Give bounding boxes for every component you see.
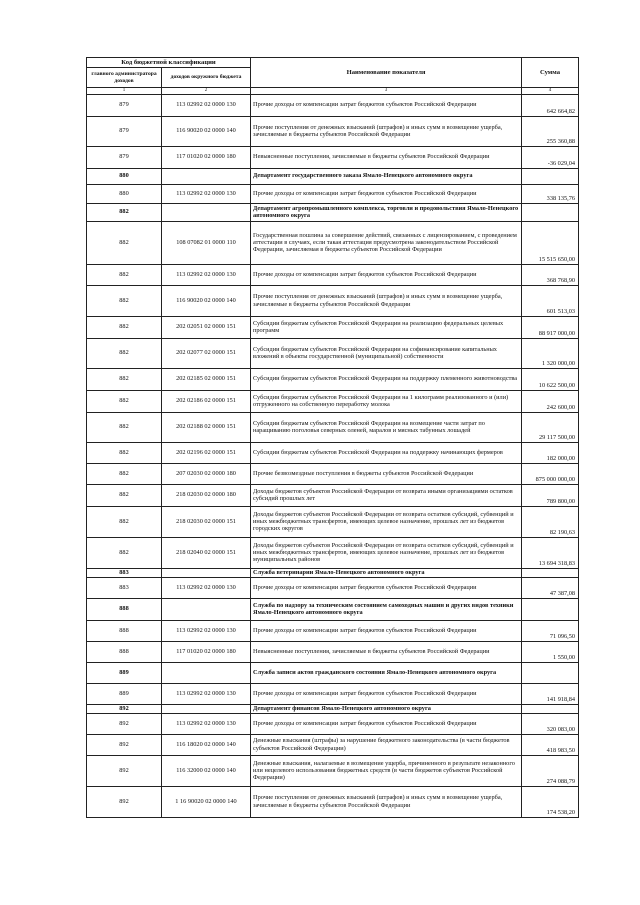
amount-cell: 1 550,00 <box>522 641 579 662</box>
header-main-administrator: главного администратора доходов <box>87 68 162 88</box>
amount-cell <box>522 203 579 221</box>
admin-code-cell: 883 <box>87 577 162 598</box>
indicator-name-cell: Департамент агропромышленного комплекса, торговли и продовольствия Ямало-Ненецкого автономного округа <box>251 203 522 221</box>
indicator-name-cell: Субсидии бюджетам субъектов Российской Федерации на поддержку начинающих фермеров <box>251 442 522 463</box>
admin-code-cell: 888 <box>87 641 162 662</box>
indicator-name-cell: Прочие доходы от компенсации затрат бюджетов субъектов Российской Федерации <box>251 683 522 704</box>
section-header-row <box>87 662 579 683</box>
amount-cell: 242 600,00 <box>522 390 579 412</box>
amount-cell: 274 088,79 <box>522 755 579 786</box>
revenue-code-cell: 113 02992 02 0000 130 <box>162 620 251 641</box>
section-header-row <box>87 203 579 221</box>
table-row <box>87 786 579 817</box>
table-row <box>87 713 579 734</box>
admin-code-cell: 888 <box>87 620 162 641</box>
amount-cell <box>522 662 579 683</box>
admin-code-cell: 889 <box>87 683 162 704</box>
table-row <box>87 412 579 442</box>
admin-code-cell: 892 <box>87 704 162 713</box>
revenue-code-cell: 202 02196 02 0000 151 <box>162 442 251 463</box>
indicator-name-cell: Доходы бюджетов субъектов Российской Федерации от возврата иными организациями остатков субсидий прошлых лет <box>251 484 522 506</box>
section-header-row <box>87 598 579 620</box>
admin-code-cell: 888 <box>87 598 162 620</box>
admin-code-cell: 882 <box>87 537 162 568</box>
revenue-code-cell <box>162 662 251 683</box>
revenue-code-cell: 116 32000 02 0000 140 <box>162 755 251 786</box>
table-row <box>87 184 579 203</box>
header-indicator-name: Наименование показателя <box>251 58 522 88</box>
revenue-code-cell: 108 07082 01 0000 110 <box>162 221 251 264</box>
indicator-name-cell: Прочие безвозмездные поступления в бюджеты субъектов Российской Федерации <box>251 463 522 484</box>
indicator-name-cell: Государственная пошлина за совершение действий, связанных с лицензированием, с проведением аттестации в случаях, если такая аттестация предусмотрена законодательством Российской Федерации, зачисляемая в бюджеты субъектов Российской Федерации <box>251 221 522 264</box>
revenue-code-cell: 218 02030 02 0000 180 <box>162 484 251 506</box>
budget-revenue-table-page <box>86 57 578 818</box>
revenue-code-cell <box>162 203 251 221</box>
header-classification-code: Код бюджетной классификации <box>87 58 251 68</box>
revenue-code-cell: 113 02992 02 0000 130 <box>162 264 251 285</box>
indicator-name-cell: Прочие доходы от компенсации затрат бюджетов субъектов Российской Федерации <box>251 264 522 285</box>
admin-code-cell: 882 <box>87 285 162 316</box>
indicator-name-cell: Денежные взыскания, налагаемые в возмещение ущерба, причиненного в результате незаконного или нецелевого использования бюджетных средств (в части бюджетов субъектов Российской Федерации) <box>251 755 522 786</box>
admin-code-cell: 892 <box>87 734 162 755</box>
amount-cell: 141 918,84 <box>522 683 579 704</box>
revenue-code-cell: 202 02185 02 0000 151 <box>162 368 251 390</box>
section-header-row <box>87 704 579 713</box>
table-row <box>87 116 579 146</box>
revenue-code-cell: 202 02186 02 0000 151 <box>162 390 251 412</box>
admin-code-cell: 879 <box>87 146 162 168</box>
revenue-code-cell: 113 02992 02 0000 130 <box>162 683 251 704</box>
table-row <box>87 368 579 390</box>
amount-cell: 255 360,88 <box>522 116 579 146</box>
revenue-code-cell: 117 01020 02 0000 180 <box>162 641 251 662</box>
amount-cell: 88 917 000,00 <box>522 316 579 338</box>
amount-cell: 174 538,20 <box>522 786 579 817</box>
column-number: 1 <box>87 88 162 95</box>
amount-cell: 601 513,03 <box>522 285 579 316</box>
amount-cell <box>522 704 579 713</box>
table-row <box>87 94 579 116</box>
amount-cell: 418 983,50 <box>522 734 579 755</box>
indicator-name-cell: Субсидии бюджетам субъектов Российской Федерации на возмещение части затрат по наращиванию поголовья северных оленей, маралов и мясных табунных лошадей <box>251 412 522 442</box>
indicator-name-cell: Доходы бюджетов субъектов Российской Федерации от возврата остатков субсидий, субвенций и иных межбюджетных трансфертов, имеющих целевое назначение, прошлых лет из бюджетов муниципальных районов <box>251 537 522 568</box>
amount-cell: -36 029,04 <box>522 146 579 168</box>
indicator-name-cell: Прочие доходы от компенсации затрат бюджетов субъектов Российской Федерации <box>251 713 522 734</box>
amount-cell: 1 320 000,00 <box>522 338 579 368</box>
revenue-code-cell: 202 02051 02 0000 151 <box>162 316 251 338</box>
indicator-name-cell: Прочие доходы от компенсации затрат бюджетов субъектов Российской Федерации <box>251 94 522 116</box>
table-row <box>87 285 579 316</box>
header-sum: Сумма <box>522 58 579 88</box>
amount-cell: 13 694 318,83 <box>522 537 579 568</box>
revenue-code-cell: 116 90020 02 0000 140 <box>162 116 251 146</box>
revenue-code-cell: 113 02992 02 0000 130 <box>162 713 251 734</box>
admin-code-cell: 880 <box>87 184 162 203</box>
indicator-name-cell: Служба по надзору за техническим состоянием самоходных машин и других видов техники Ямало-Ненецкого автономного округа <box>251 598 522 620</box>
table-row <box>87 755 579 786</box>
column-number: 3 <box>251 88 522 95</box>
amount-cell: 182 000,00 <box>522 442 579 463</box>
indicator-name-cell: Субсидии бюджетам субъектов Российской Федерации на 1 килограмм реализованного и (или) отгруженного на собственную переработку молока <box>251 390 522 412</box>
admin-code-cell: 882 <box>87 338 162 368</box>
admin-code-cell: 882 <box>87 484 162 506</box>
indicator-name-cell: Прочие доходы от компенсации затрат бюджетов субъектов Российской Федерации <box>251 577 522 598</box>
indicator-name-cell: Невыясненные поступления, зачисляемые в бюджеты субъектов Российской Федерации <box>251 641 522 662</box>
budget-revenue-table <box>86 57 579 818</box>
revenue-code-cell: 113 02992 02 0000 130 <box>162 184 251 203</box>
amount-cell: 875 000 000,00 <box>522 463 579 484</box>
table-row <box>87 316 579 338</box>
table-row <box>87 221 579 264</box>
indicator-name-cell: Прочие поступления от денежных взысканий (штрафов) и иных сумм в возмещение ущерба, зачисляемые в бюджеты субъектов Российской Федерации <box>251 116 522 146</box>
section-header-row <box>87 568 579 577</box>
indicator-name-cell: Доходы бюджетов субъектов Российской Федерации от возврата остатков субсидий, субвенций и иных межбюджетных трансфертов, имеющих целевое назначение, прошлых лет из бюджетов городских округов <box>251 506 522 537</box>
section-header-row <box>87 168 579 184</box>
revenue-code-cell: 207 02030 02 0000 180 <box>162 463 251 484</box>
table-row <box>87 338 579 368</box>
revenue-code-cell <box>162 704 251 713</box>
admin-code-cell: 882 <box>87 442 162 463</box>
admin-code-cell: 892 <box>87 755 162 786</box>
admin-code-cell: 883 <box>87 568 162 577</box>
table-row <box>87 506 579 537</box>
revenue-code-cell: 1 16 90020 02 0000 140 <box>162 786 251 817</box>
revenue-code-cell: 116 90020 02 0000 140 <box>162 285 251 316</box>
table-row <box>87 484 579 506</box>
amount-cell <box>522 168 579 184</box>
amount-cell: 368 768,90 <box>522 264 579 285</box>
column-number: 4 <box>522 88 579 95</box>
admin-code-cell: 879 <box>87 116 162 146</box>
indicator-name-cell: Субсидии бюджетам субъектов Российской Федерации на поддержку племенного животноводства <box>251 368 522 390</box>
amount-cell: 789 800,00 <box>522 484 579 506</box>
table-row <box>87 537 579 568</box>
indicator-name-cell: Субсидии бюджетам субъектов Российской Федерации на реализацию федеральных целевых программ <box>251 316 522 338</box>
table-row <box>87 577 579 598</box>
revenue-code-cell: 202 02077 02 0000 151 <box>162 338 251 368</box>
amount-cell: 642 664,82 <box>522 94 579 116</box>
indicator-name-cell: Служба ветеринарии Ямало-Ненецкого автономного округа <box>251 568 522 577</box>
table-row <box>87 620 579 641</box>
indicator-name-cell: Прочие доходы от компенсации затрат бюджетов субъектов Российской Федерации <box>251 184 522 203</box>
indicator-name-cell: Прочие поступления от денежных взысканий (штрафов) и иных сумм в возмещение ущерба, зачисляемые в бюджеты субъектов Российской Федерации <box>251 285 522 316</box>
header-district-revenue-code: доходов окружного бюджета <box>162 68 251 88</box>
admin-code-cell: 882 <box>87 316 162 338</box>
admin-code-cell: 882 <box>87 463 162 484</box>
admin-code-cell: 882 <box>87 221 162 264</box>
amount-cell: 320 083,00 <box>522 713 579 734</box>
revenue-code-cell: 218 02040 02 0000 151 <box>162 537 251 568</box>
amount-cell: 82 190,63 <box>522 506 579 537</box>
admin-code-cell: 882 <box>87 506 162 537</box>
indicator-name-cell: Департамент финансов Ямало-Ненецкого автономного округа <box>251 704 522 713</box>
indicator-name-cell: Денежные взыскания (штрафы) за нарушение бюджетного законодательства (в части бюджетов субъектов Российской Федерации) <box>251 734 522 755</box>
revenue-code-cell: 117 01020 02 0000 180 <box>162 146 251 168</box>
revenue-code-cell: 113 02992 02 0000 130 <box>162 94 251 116</box>
revenue-code-cell <box>162 568 251 577</box>
revenue-code-cell: 113 02992 02 0000 130 <box>162 577 251 598</box>
indicator-name-cell: Прочие доходы от компенсации затрат бюджетов субъектов Российской Федерации <box>251 620 522 641</box>
amount-cell: 10 622 500,00 <box>522 368 579 390</box>
amount-cell: 29 117 500,00 <box>522 412 579 442</box>
admin-code-cell: 892 <box>87 786 162 817</box>
amount-cell <box>522 598 579 620</box>
column-number: 2 <box>162 88 251 95</box>
admin-code-cell: 879 <box>87 94 162 116</box>
admin-code-cell: 882 <box>87 264 162 285</box>
table-row <box>87 442 579 463</box>
indicator-name-cell: Субсидии бюджетам субъектов Российской Федерации на софинансирование капитальных вложений в объекты государственной (муниципальной) собственности <box>251 338 522 368</box>
admin-code-cell: 892 <box>87 713 162 734</box>
amount-cell: 338 135,76 <box>522 184 579 203</box>
admin-code-cell: 889 <box>87 662 162 683</box>
table-row <box>87 641 579 662</box>
revenue-code-cell <box>162 598 251 620</box>
indicator-name-cell: Прочие поступления от денежных взысканий (штрафов) и иных сумм в возмещение ущерба, зачисляемые в бюджеты субъектов Российской Федерации <box>251 786 522 817</box>
amount-cell: 15 515 650,00 <box>522 221 579 264</box>
amount-cell: 71 096,50 <box>522 620 579 641</box>
table-row <box>87 264 579 285</box>
admin-code-cell: 880 <box>87 168 162 184</box>
indicator-name-cell: Невыясненные поступления, зачисляемые в бюджеты субъектов Российской Федерации <box>251 146 522 168</box>
admin-code-cell: 882 <box>87 368 162 390</box>
indicator-name-cell: Департамент государственного заказа Ямало-Ненецкого автономного округа <box>251 168 522 184</box>
table-row <box>87 146 579 168</box>
revenue-code-cell: 116 18020 02 0000 140 <box>162 734 251 755</box>
admin-code-cell: 882 <box>87 412 162 442</box>
table-row <box>87 463 579 484</box>
revenue-code-cell <box>162 168 251 184</box>
indicator-name-cell: Служба записи актов гражданского состояния Ямало-Ненецкого автономного округа <box>251 662 522 683</box>
admin-code-cell: 882 <box>87 390 162 412</box>
amount-cell <box>522 568 579 577</box>
admin-code-cell: 882 <box>87 203 162 221</box>
table-row <box>87 390 579 412</box>
table-body <box>87 94 579 817</box>
table-row <box>87 683 579 704</box>
amount-cell: 47 387,08 <box>522 577 579 598</box>
revenue-code-cell: 218 02030 02 0000 151 <box>162 506 251 537</box>
revenue-code-cell: 202 02188 02 0000 151 <box>162 412 251 442</box>
table-row <box>87 734 579 755</box>
